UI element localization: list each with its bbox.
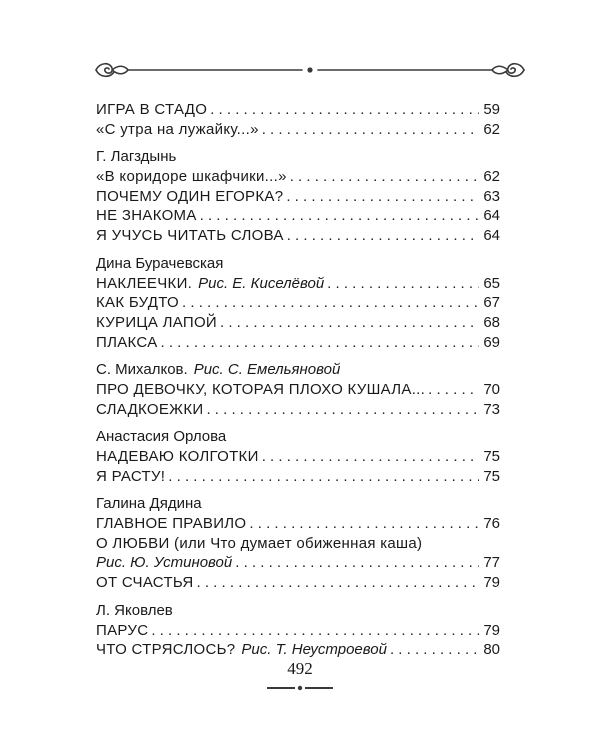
dot-leader (428, 380, 479, 400)
author-name: Г. Лагздынь (96, 148, 177, 166)
dot-leader (220, 313, 479, 333)
dot-leader (151, 621, 479, 641)
toc-entry (96, 206, 500, 226)
toc-entry (96, 467, 500, 487)
toc-entry (96, 226, 500, 246)
toc-entry (96, 447, 500, 467)
table-of-contents (96, 100, 500, 660)
illustrator-credit: Рис. Е. Киселёвой (198, 274, 325, 292)
entry-title: ПРО ДЕВОЧКУ, КОТОРАЯ ПЛОХО КУШАЛА... (96, 380, 426, 398)
entry-title: ГЛАВНОЕ ПРАВИЛО (96, 515, 247, 533)
toc-entry (96, 400, 500, 420)
entry-title: КУРИЦА ЛАПОЙ (96, 313, 217, 331)
toc-author (96, 147, 500, 167)
page-number: 492 (287, 659, 313, 678)
footer-ornament (265, 683, 335, 693)
entry-title: Я УЧУСЬ ЧИТАТЬ СЛОВА (96, 227, 284, 245)
illustrator-credit: Рис. Т. Неустроевой (241, 641, 387, 659)
entry-title: ОТ СЧАСТЬЯ (96, 574, 194, 592)
toc-entry (96, 380, 500, 400)
toc-entry (96, 553, 500, 573)
dot-leader (168, 467, 479, 487)
entry-page-number: 62 (483, 168, 500, 186)
entry-title: «С утра на лужайку...» (96, 120, 259, 138)
toc-entry (96, 167, 500, 187)
toc-entry (96, 187, 500, 207)
entry-title: Я РАСТУ! (96, 467, 166, 485)
dot-leader (262, 120, 479, 140)
toc-entry (96, 333, 500, 353)
illustrator-credit: Рис. Ю. Устиновой (96, 554, 233, 572)
illustrator-credit: Рис. С. Емельяновой (193, 361, 341, 379)
entry-title: О ЛЮБВИ (или Что думает обиженная каша) (96, 534, 423, 552)
section-gap (96, 419, 500, 427)
entry-page-number: 64 (483, 227, 500, 245)
entry-page-number: 79 (483, 621, 500, 639)
toc-entry (96, 293, 500, 313)
toc-entry-title-line (96, 534, 500, 554)
section-gap (96, 246, 500, 254)
entry-title: КАК БУДТО (96, 294, 180, 312)
entry-title: ПАРУС (96, 621, 149, 639)
entry-page-number: 75 (483, 467, 500, 485)
section-gap (96, 486, 500, 494)
dot-leader (249, 514, 479, 534)
toc-entry (96, 120, 500, 140)
toc-entry (96, 640, 500, 660)
author-name: Анастасия Орлова (96, 428, 227, 446)
dot-leader (161, 333, 479, 353)
toc-author (96, 360, 500, 380)
toc-author (96, 254, 500, 274)
entry-title: ПОЧЕМУ ОДИН ЕГОРКА? (96, 187, 284, 205)
author-name: Галина Дядина (96, 495, 202, 513)
dot-leader (210, 100, 479, 120)
dot-leader (197, 573, 479, 593)
entry-page-number: 62 (483, 120, 500, 138)
toc-entry (96, 313, 500, 333)
section-gap (96, 593, 500, 601)
entry-title: НАДЕВАЮ КОЛГОТКИ (96, 448, 259, 465)
entry-page-number: 73 (483, 400, 500, 418)
toc-entry (96, 573, 500, 593)
toc-entry (96, 621, 500, 641)
dot-leader (200, 206, 479, 226)
toc-entry (96, 100, 500, 120)
entry-page-number: 77 (483, 554, 500, 572)
dot-leader (206, 400, 479, 420)
entry-page-number: 70 (483, 380, 500, 398)
entry-title: СЛАДКОЕЖКИ (96, 400, 204, 418)
entry-title: НЕ ЗНАКОМА (96, 207, 197, 225)
entry-page-number: 64 (483, 207, 500, 225)
entry-title: НАКЛЕЕЧКИ. (96, 274, 193, 292)
entry-page-number: 68 (483, 313, 500, 331)
entry-page-number: 69 (483, 333, 500, 351)
entry-page-number: 76 (483, 515, 500, 533)
author-name: С. Михалков. (96, 361, 188, 379)
dot-leader (182, 293, 479, 313)
toc-entry (96, 514, 500, 534)
dot-leader (327, 274, 479, 294)
toc-author (96, 494, 500, 514)
dot-leader (290, 167, 479, 187)
entry-page-number: 79 (483, 574, 500, 592)
dot-leader (287, 226, 479, 246)
header-ornament (90, 58, 530, 82)
dot-leader (390, 640, 479, 660)
toc-author (96, 427, 500, 447)
dot-leader (262, 447, 479, 467)
dot-leader (286, 187, 479, 207)
author-name: Л. Яковлев (96, 601, 173, 619)
section-gap (96, 352, 500, 360)
dot-leader (235, 553, 479, 573)
entry-page-number: 63 (483, 187, 500, 205)
entry-page-number: 75 (483, 448, 500, 465)
entry-page-number: 65 (483, 274, 500, 292)
toc-author (96, 601, 500, 621)
entry-page-number: 67 (483, 294, 500, 312)
entry-title: ПЛАКСА (96, 333, 158, 351)
entry-page-number: 80 (483, 641, 500, 659)
entry-title: «В коридоре шкафчики...» (96, 168, 287, 186)
entry-page-number: 59 (483, 101, 500, 118)
author-name: Дина Бурачевская (96, 254, 224, 272)
entry-title: ЧТО СТРЯСЛОСЬ? (96, 641, 236, 659)
entry-title: ИГРА В СТАДО (96, 101, 208, 118)
toc-entry (96, 274, 500, 294)
section-gap (96, 139, 500, 147)
